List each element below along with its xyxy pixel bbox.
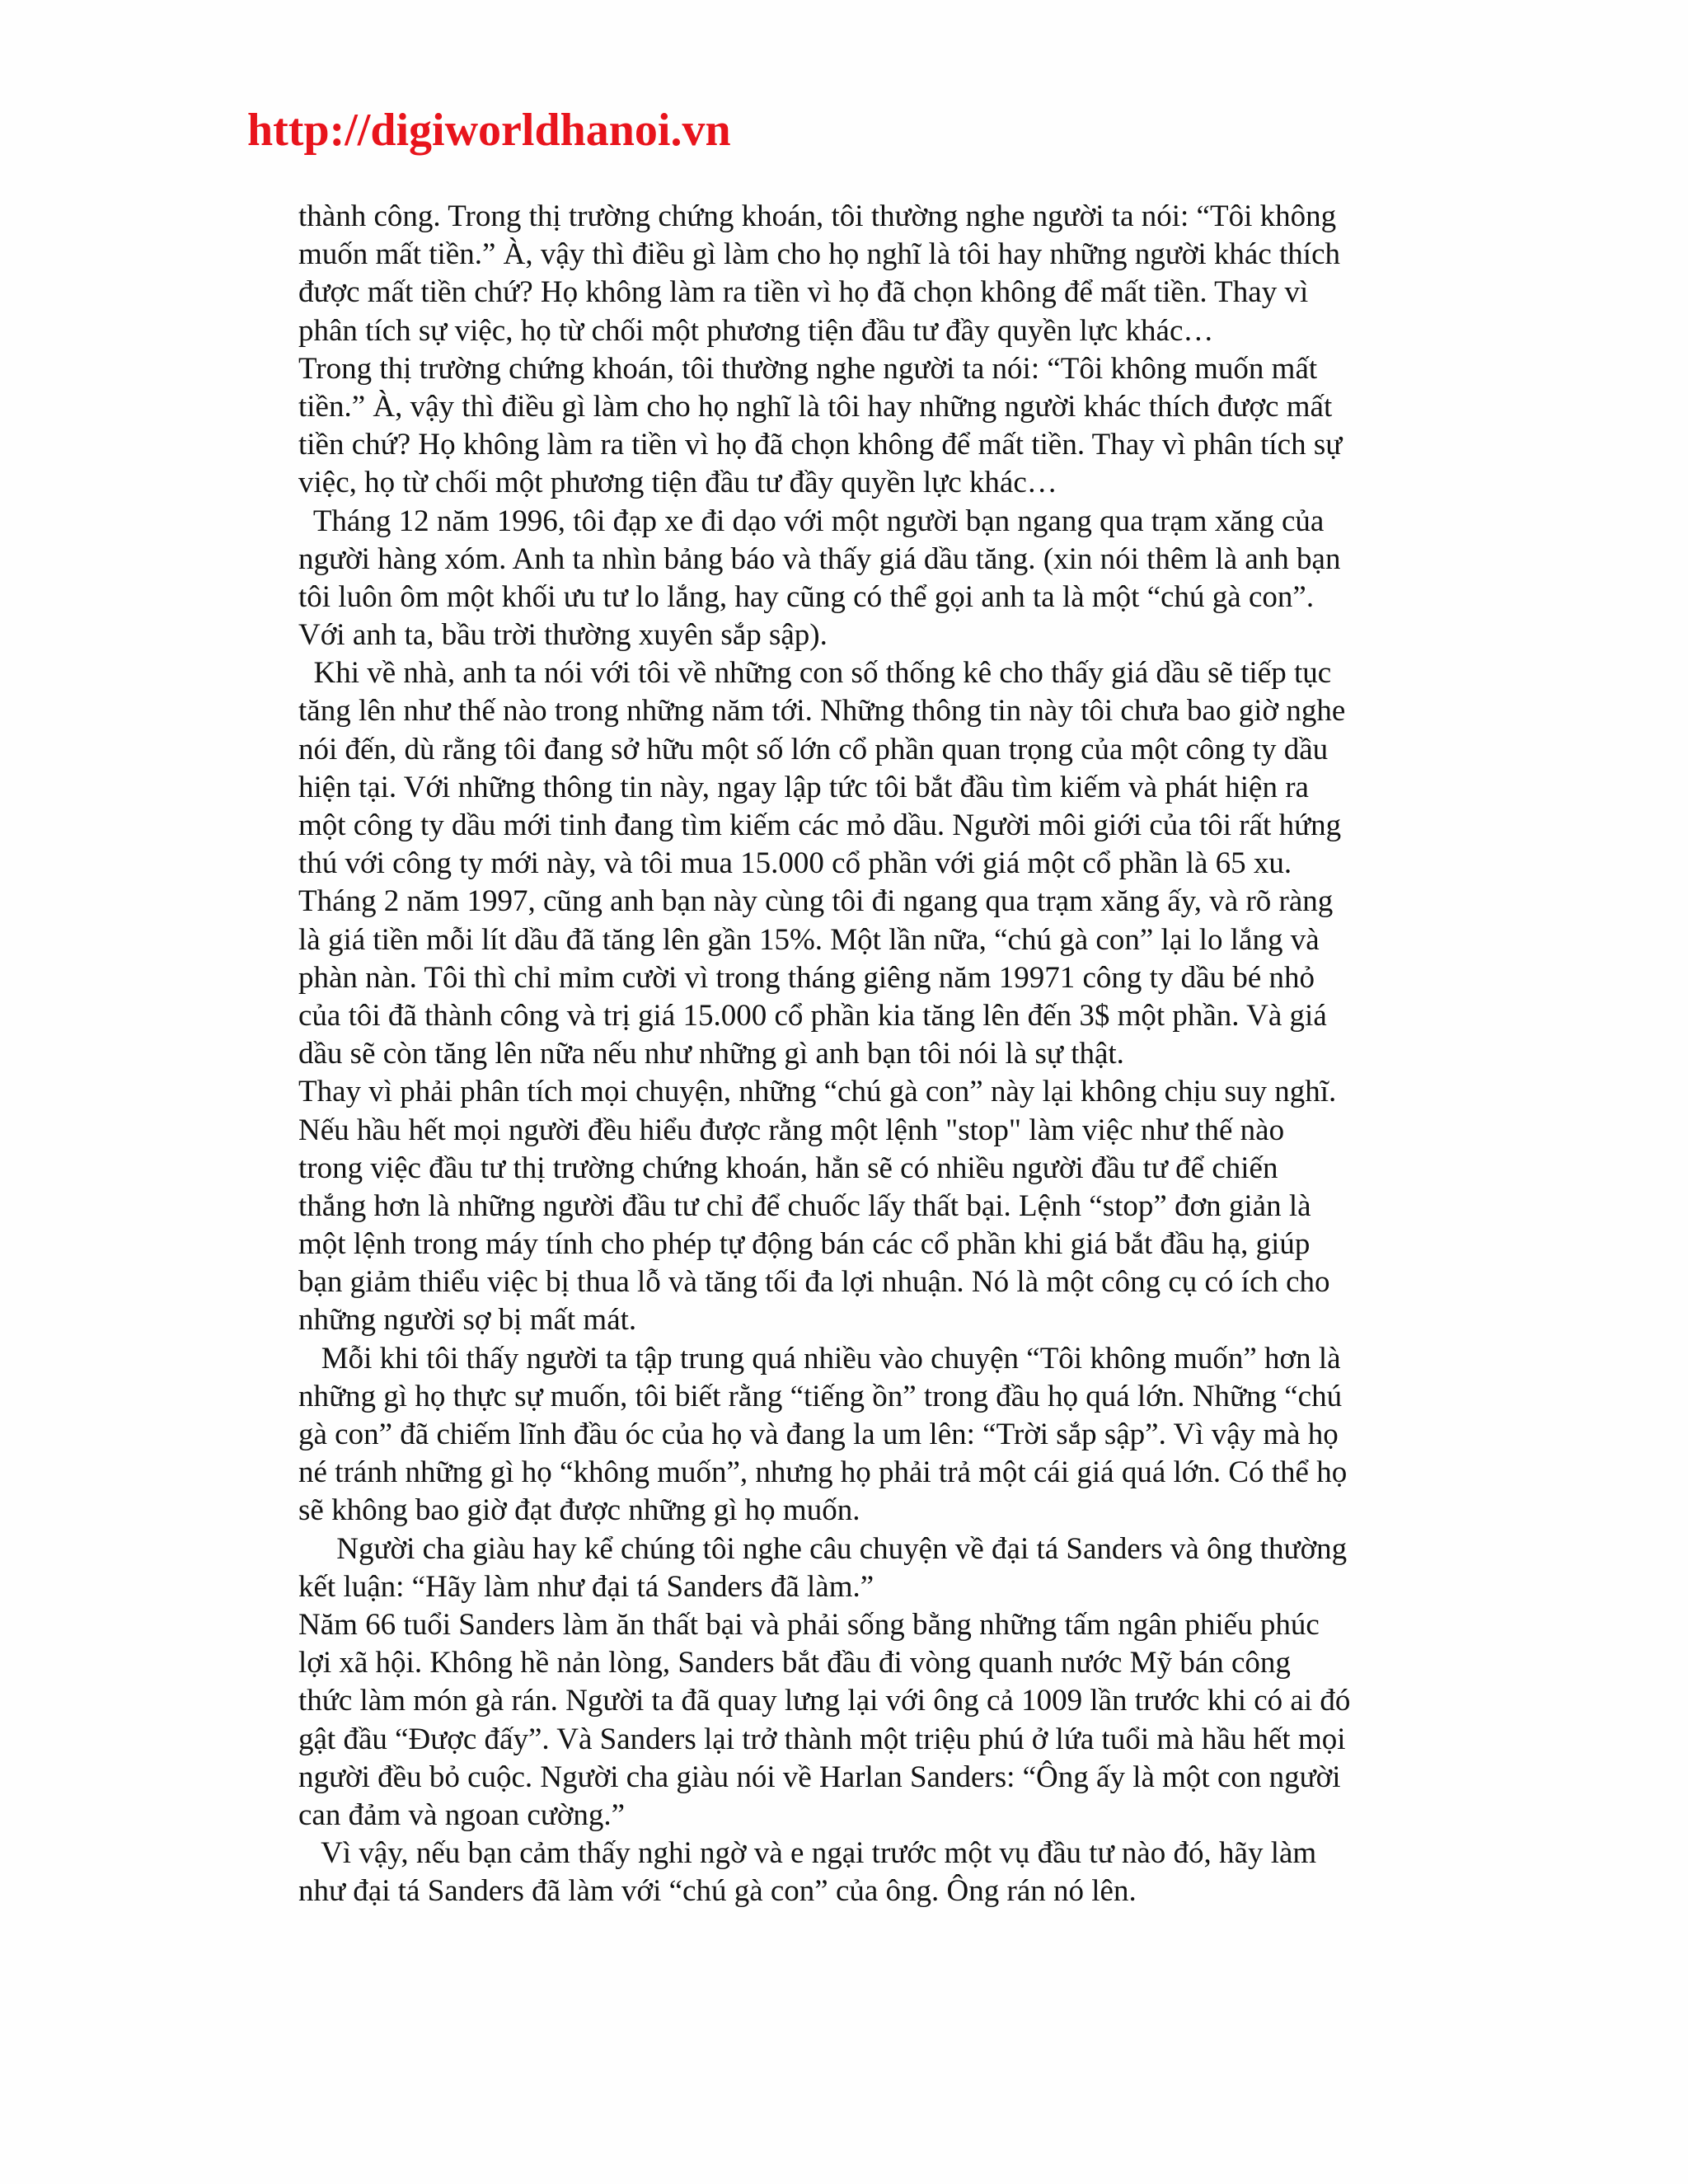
text-line: dầu sẽ còn tăng lên nữa nếu như những gì anh bạn tôi nói là sự thật.	[298, 1037, 1124, 1071]
text-line: phàn nàn. Tôi thì chỉ mỉm cười vì trong tháng giêng năm 19971 công ty dầu bé nhỏ	[298, 960, 1315, 995]
text-line: là giá tiền mỗi lít dầu đã tăng lên gần 15%. Một lần nữa, “chú gà con” lại lo lắng và	[298, 922, 1320, 957]
text-line: phân tích sự việc, họ từ chối một phương tiện đầu tư đầy quyền lực khác…	[298, 313, 1214, 348]
text-line: hiện tại. Với những thông tin này, ngay lập tức tôi bắt đầu tìm kiếm và phát hiện ra	[298, 770, 1309, 804]
text-line: thú với công ty mới này, và tôi mua 15.000 cổ phần với giá một cổ phần là 65 xu.	[298, 846, 1292, 881]
text-line: một công ty dầu mới tinh đang tìm kiếm các mỏ dầu. Người môi giới của tôi rất hứng	[298, 808, 1342, 842]
text-line: tăng lên như thế nào trong những năm tới. Những thông tin này tôi chưa bao giờ nghe	[298, 694, 1346, 729]
text-line: người đều bỏ cuộc. Người cha giàu nói về Harlan Sanders: “Ông ấy là một con người	[298, 1760, 1341, 1794]
text-line: Khi về nhà, anh ta nói với tôi về những con số thống kê cho thấy giá dầu sẽ tiếp tục	[298, 656, 1332, 691]
text-line: những người sợ bị mất mát.	[298, 1303, 637, 1338]
text-line: can đảm và ngoan cường.”	[298, 1797, 626, 1832]
text-line: tôi luôn ôm một khối ưu tư lo lắng, hay cũng có thể gọi anh ta là một “chú gà con”.	[298, 579, 1315, 614]
text-line: Tháng 2 năm 1997, cũng anh bạn này cùng tôi đi ngang qua trạm xăng ấy, và rõ ràng	[298, 884, 1334, 919]
text-line: bạn giảm thiểu việc bị thua lỗ và tăng tối đa lợi nhuận. Nó là một công cụ có ích cho	[298, 1265, 1330, 1300]
text-line: Thay vì phải phân tích mọi chuyện, những “chú gà con” này lại không chịu suy nghĩ.	[298, 1075, 1337, 1109]
text-line: nói đến, dù rằng tôi đang sở hữu một số lớn cổ phần quan trọng của một công ty dầu	[298, 732, 1329, 766]
text-line: Mỗi khi tôi thấy người ta tập trung quá nhiều vào chuyện “Tôi không muốn” hơn là	[298, 1341, 1341, 1376]
text-line: Tháng 12 năm 1996, tôi đạp xe đi dạo với một người bạn ngang qua trạm xăng của	[298, 504, 1325, 538]
text-line: gà con” đã chiếm lĩnh đầu óc của họ và đang la um lên: “Trời sắp sập”. Vì vậy mà họ	[298, 1418, 1339, 1451]
text-line: một lệnh trong máy tính cho phép tự động bán các cổ phần khi giá bắt đầu hạ, giúp	[298, 1227, 1311, 1262]
text-line: sẽ không bao giờ đạt được những gì họ muốn.	[298, 1493, 860, 1528]
text-line: thức làm món gà rán. Người ta đã quay lưng lại với ông cả 1009 lần trước khi có ai đó	[298, 1684, 1351, 1718]
text-line: Năm 66 tuổi Sanders làm ăn thất bại và phải sống bằng những tấm ngân phiếu phúc	[298, 1607, 1320, 1642]
text-line: kết luận: “Hãy làm như đại tá Sanders đã làm.”	[298, 1569, 874, 1604]
text-line: Với anh ta, bầu trời thường xuyên sắp sập).	[298, 618, 828, 653]
text-line: người hàng xóm. Anh ta nhìn bảng báo và thấy giá dầu tăng. (xin nói thêm là anh bạn	[298, 541, 1341, 576]
text-line: thành công. Trong thị trường chứng khoán, tôi thường nghe người ta nói: “Tôi không	[298, 199, 1337, 233]
text-line: tiền chứ? Họ không làm ra tiền vì họ đã chọn không để mất tiền. Thay vì phân tích sự	[298, 428, 1343, 462]
text-line: muốn mất tiền.” À, vậy thì điều gì làm cho họ nghĩ là tôi hay những người khác thích	[298, 237, 1340, 272]
text-line: như đại tá Sanders đã làm với “chú gà con” của ông. Ông rán nó lên.	[298, 1874, 1137, 1909]
text-line: thắng hơn là những người đầu tư chỉ để chuốc lấy thất bại. Lệnh “stop” đơn giản là	[298, 1188, 1311, 1223]
text-line: việc, họ từ chối một phương tiện đầu tư đầy quyền lực khác…	[298, 466, 1057, 500]
text-line: gật đầu “Được đấy”. Và Sanders lại trở thành một triệu phú ở lứa tuổi mà hầu hết mọi	[298, 1722, 1346, 1756]
text-line: những gì họ thực sự muốn, tôi biết rằng “tiếng ồn” trong đầu họ quá lớn. Những “chú	[298, 1379, 1343, 1413]
document-body	[298, 198, 1452, 1910]
text-line: tiền.” À, vậy thì điều gì làm cho họ nghĩ là tôi hay những người khác thích được mất	[298, 389, 1333, 424]
text-line: né tránh những gì họ “không muốn”, nhưng họ phải trả một cái giá quá lớn. Có thể họ	[298, 1455, 1348, 1490]
text-line: Trong thị trường chứng khoán, tôi thường nghe người ta nói: “Tôi không muốn mất	[298, 351, 1318, 386]
text-line: trong việc đầu tư thị trường chứng khoán, hẳn sẽ có nhiều người đầu tư để chiến	[298, 1151, 1278, 1185]
text-line: Người cha giàu hay kể chúng tôi nghe câu chuyện về đại tá Sanders và ông thường	[298, 1531, 1348, 1566]
text-line: lợi xã hội. Không hề nản lòng, Sanders bắt đầu đi vòng quanh nước Mỹ bán công	[298, 1646, 1291, 1680]
site-url-header: http://digiworldhanoi.vn	[247, 105, 731, 156]
text-line: của tôi đã thành công và trị giá 15.000 cổ phần kia tăng lên đến 3$ một phần. Và giá	[298, 998, 1327, 1033]
text-line: được mất tiền chứ? Họ không làm ra tiền vì họ đã chọn không để mất tiền. Thay vì	[298, 275, 1309, 310]
text-line: Vì vậy, nếu bạn cảm thấy nghi ngờ và e ngại trước một vụ đầu tư nào đó, hãy làm	[298, 1836, 1317, 1871]
text-line: Nếu hầu hết mọi người đều hiểu được rằng một lệnh "stop" làm việc như thế nào	[298, 1113, 1285, 1147]
